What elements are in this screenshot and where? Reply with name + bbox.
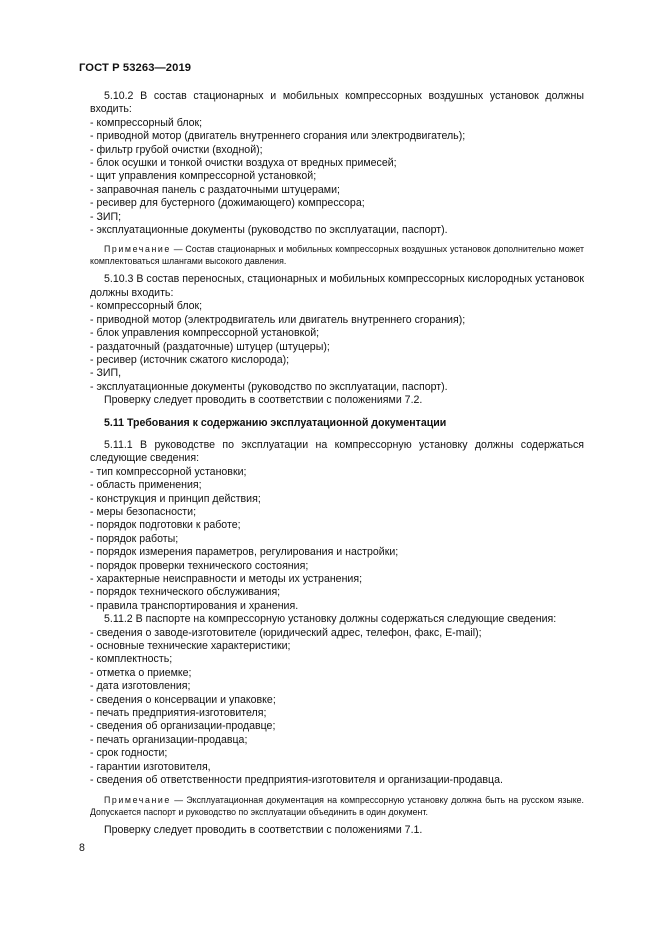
list-item: - меры безопасности; <box>90 505 197 518</box>
list-item: - фильтр грубой очистки (входной); <box>90 143 263 156</box>
list-item: - основные технические характеристики; <box>90 640 291 653</box>
note-5-10-2 <box>90 243 584 267</box>
list-item: - комплектность; <box>90 653 173 666</box>
list-item: - приводной мотор (электродвигатель или двигатель внутреннего сгорания); <box>90 313 466 326</box>
list-item: - печать организации-продавца; <box>90 733 248 746</box>
list-item: - блок осушки и тонкой очистки воздуха от вредных примесей; <box>90 157 397 170</box>
list-item: - компрессорный блок; <box>90 116 203 129</box>
clause-5-10-3-list <box>90 300 584 394</box>
check-7-2: Проверку следует проводить в соответствии с положениями 7.2. <box>104 394 423 407</box>
clause-5-11-1-list <box>90 466 584 613</box>
list-item: - сведения об организации-продавце; <box>90 720 276 733</box>
list-item: - эксплуатационные документы (руководство по эксплуатации, паспорт). <box>90 380 448 393</box>
list-item: - печать предприятия-изготовителя; <box>90 707 267 720</box>
list-item: - эксплуатационные документы (руководство по эксплуатации, паспорт). <box>90 224 448 237</box>
list-item: - сведения о консервации и упаковке; <box>90 693 276 706</box>
list-item: - заправочная панель с раздаточными штуцерами; <box>90 183 340 196</box>
list-item: - сведения об ответственности предприятия-изготовителя и организации-продавца. <box>90 774 503 787</box>
page-number: 8 <box>79 842 85 854</box>
list-item: - сведения о заводе-изготовителе (юридический адрес, телефон, факс, E-mail); <box>90 626 482 639</box>
clause-5-10-2-list <box>90 117 584 238</box>
note-label: Примечание <box>104 794 171 805</box>
clause-5-11-2-intro: 5.11.2 В паспорте на компрессорную установку должны содержаться следующие сведения: <box>104 613 557 626</box>
list-item: - порядок технического обслуживания; <box>90 586 281 599</box>
note-text: — Эксплуатационная документация на компрессорную установку должна быть на русском языке. Допускается паспорт и руководство по эксплуатации объединить в один документ. <box>90 794 584 817</box>
list-item: - блок управления компрессорной установкой; <box>90 327 320 340</box>
clause-5-11-2-list <box>90 627 584 788</box>
list-item: - дата изготовления; <box>90 680 191 693</box>
section-5-11-heading: 5.11 Требования к содержанию эксплуатационной документации <box>104 416 447 429</box>
list-item: - порядок подготовки к работе; <box>90 519 241 532</box>
list-item: - гарантии изготовителя, <box>90 760 211 773</box>
clause-5-10-2-intro: 5.10.2 В состав стационарных и мобильных компрессорных воздушных установок должны входить: <box>90 90 584 116</box>
list-item: - ресивер для бустерного (дожимающего) компрессора; <box>90 197 365 210</box>
document-body <box>90 90 584 837</box>
note-label: Примечание <box>104 244 171 255</box>
list-item: - порядок проверки технического состояния; <box>90 559 309 572</box>
list-item: - компрессорный блок; <box>90 300 203 313</box>
check-7-1: Проверку следует проводить в соответствии с положениями 7.1. <box>104 823 423 836</box>
list-item: - ЗИП, <box>90 367 122 380</box>
list-item: - щит управления компрессорной установкой; <box>90 170 317 183</box>
list-item: - порядок работы; <box>90 532 179 545</box>
list-item: - конструкция и принцип действия; <box>90 492 261 505</box>
list-item: - правила транспортирования и хранения. <box>90 599 299 612</box>
list-item: - область применения; <box>90 479 202 492</box>
list-item: - срок годности; <box>90 747 168 760</box>
list-item: - ЗИП; <box>90 210 122 223</box>
note-text: — Состав стационарных и мобильных компрессорных воздушных установок дополнительно может комплектоваться шлангами высокого давления. <box>90 244 584 267</box>
list-item: - приводной мотор (двигатель внутреннего сгорания или электродвигатель); <box>90 130 466 143</box>
list-item: - отметка о приемке; <box>90 666 192 679</box>
list-item: - раздаточный (раздаточные) штуцер (штуцеры); <box>90 340 330 353</box>
list-item: - ресивер (источник сжатого кислорода); <box>90 353 290 366</box>
list-item: - характерные неисправности и методы их устранения; <box>90 573 363 585</box>
clause-5-10-3-intro: 5.10.3 В состав переносных, стационарных и мобильных компрессорных кислородных установок должны входить: <box>90 273 584 299</box>
note-5-11-2 <box>90 794 584 818</box>
list-item: - тип компрессорной установки; <box>90 465 247 478</box>
document-header: ГОСТ Р 53263—2019 <box>79 62 192 74</box>
list-item: - порядок измерения параметров, регулирования и настройки; <box>90 546 399 559</box>
clause-5-11-1-intro: 5.11.1 В руководстве по эксплуатации на компрессорную установку должны содержаться следующие сведения: <box>90 438 584 465</box>
